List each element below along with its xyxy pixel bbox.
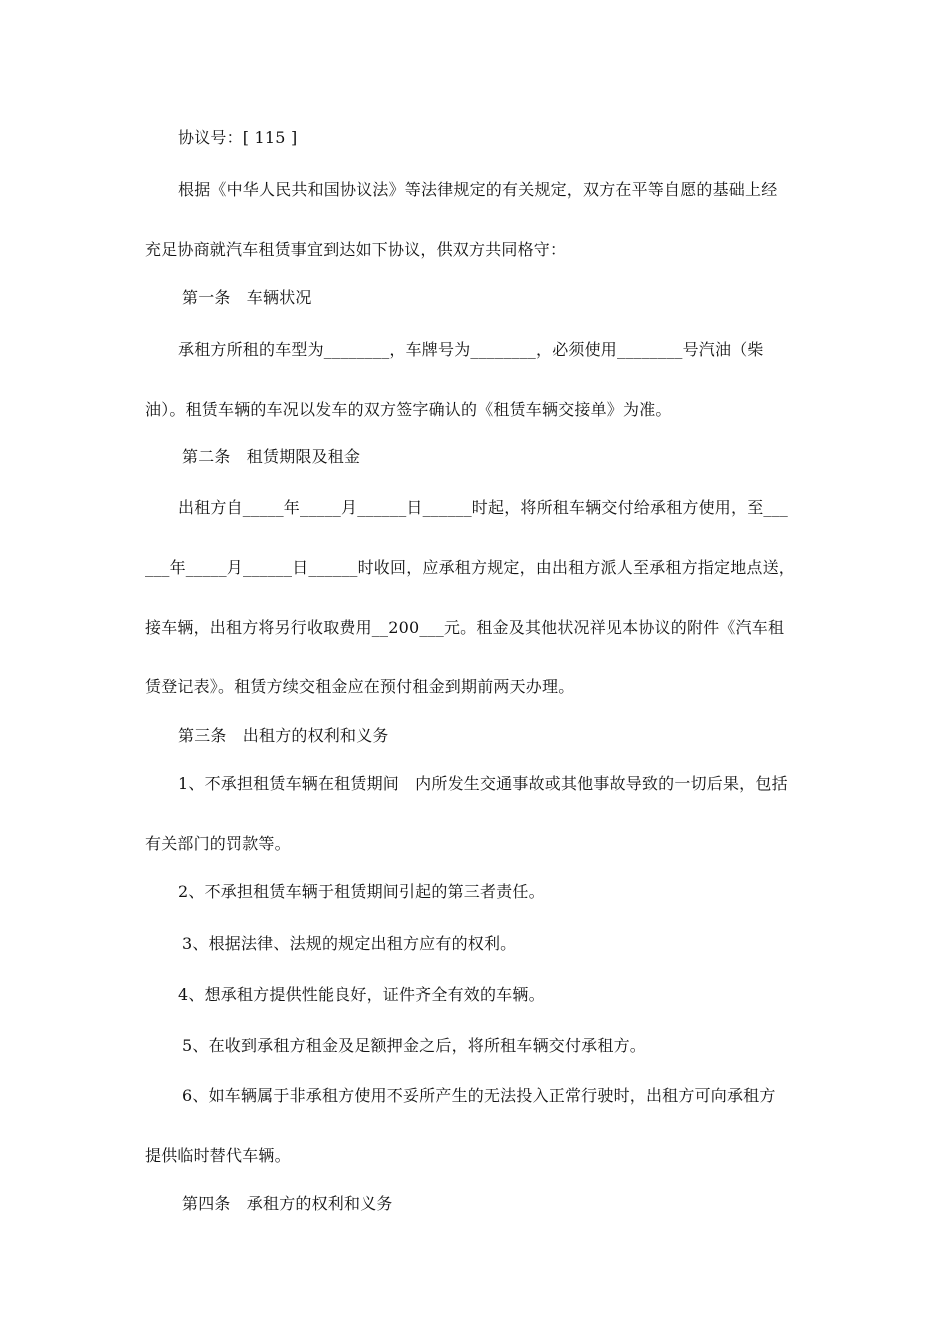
list-item: 4、想承租方提供性能良好，证件齐全有效的车辆。	[178, 985, 545, 1004]
list-item: 5、在收到承租方租金及足额押金之后，将所租车辆交付承租方。	[182, 1036, 646, 1055]
paragraph-line: 提供临时替代车辆。	[145, 1146, 291, 1165]
list-item: 3、根据法律、法规的规定出租方应有的权利。	[182, 934, 517, 953]
section-heading-4: 第四条 承租方的权利和义务	[182, 1194, 393, 1213]
paragraph-line: 出租方自_____年_____月______日______时起，将所租车辆交付给承租方使用，至___	[178, 498, 789, 517]
paragraph-line: 根据《中华人民共和国协议法》等法律规定的有关规定，双方在平等自愿的基础上经	[178, 180, 778, 199]
paragraph-line: ___年_____月______日______时收回，应承租方规定，由出租方派人至承租方指定地点送，	[145, 558, 796, 577]
paragraph-line: 接车辆，出租方将另行收取费用__200___元。租金及其他状况祥见本协议的附件《汽车租	[145, 618, 785, 637]
list-item: 2、不承担租赁车辆于租赁期间引起的第三者责任。	[178, 882, 545, 901]
list-item: 1、不承担租赁车辆在租赁期间 内所发生交通事故或其他事故导致的一切后果，包括	[178, 774, 788, 793]
list-item: 6、如车辆属于非承租方使用不妥所产生的无法投入正常行驶时，出租方可向承租方	[182, 1086, 776, 1105]
section-heading-3: 第三条 出租方的权利和义务	[178, 726, 389, 745]
agreement-number: 协议号：[ 115 ]	[178, 128, 298, 147]
paragraph-line: 充足协商就汽车租赁事宜到达如下协议，供双方共同格守：	[145, 240, 567, 259]
section-heading-2: 第二条 租赁期限及租金	[182, 447, 361, 466]
section-heading-1: 第一条 车辆状况	[182, 288, 312, 307]
paragraph-line: 有关部门的罚款等。	[145, 834, 291, 853]
paragraph-line: 油）。租赁车辆的车况以发车的双方签字确认的《租赁车辆交接单》为准。	[145, 400, 672, 419]
paragraph-line: 承租方所租的车型为________，车牌号为________，必须使用________号汽油（柴	[178, 340, 764, 359]
paragraph-line: 赁登记表》。租赁方续交租金应在预付租金到期前两天办理。	[145, 677, 575, 696]
